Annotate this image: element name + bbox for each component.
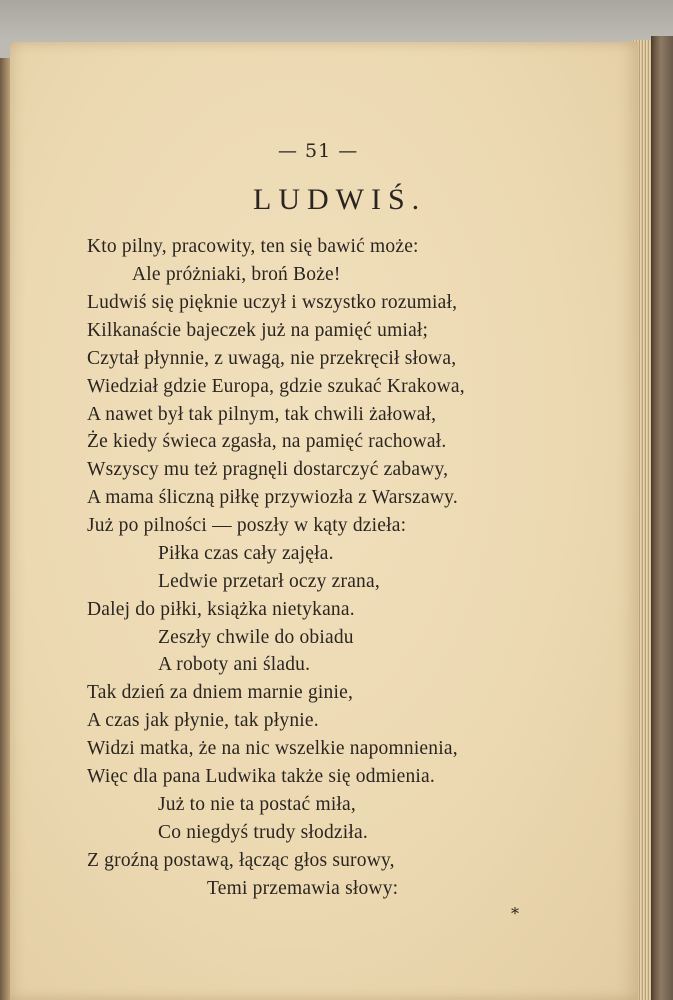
- poem-line: Czytał płynnie, z uwagą, nie przekręcił słowa,: [87, 348, 457, 369]
- page-number: — 51 —: [278, 140, 359, 162]
- poem-line: Ledwie przetarł oczy zrana,: [158, 571, 380, 592]
- poem-line: A nawet był tak pilnym, tak chwili żałował,: [87, 404, 437, 425]
- book-page: [10, 42, 638, 1000]
- book-cover-edge: [651, 36, 673, 1000]
- poem-line: Ludwiś się pięknie uczył i wszystko rozumiał,: [87, 292, 458, 313]
- poem-line: Piłka czas cały zajęła.: [158, 543, 334, 564]
- poem-line: Ale próżniaki, broń Boże!: [132, 264, 341, 285]
- poem-line: Więc dla pana Ludwika także się odmienia.: [87, 766, 435, 787]
- poem-line: Wszyscy mu też pragnęli dostarczyć zabawy,: [87, 459, 449, 480]
- poem-line: Z groźną postawą, łącząc głos surowy,: [87, 850, 395, 871]
- poem-line: Już to nie ta postać miła,: [158, 794, 356, 815]
- poem-line: Kilkanaście bajeczek już na pamięć umiał;: [87, 320, 429, 341]
- asterisk-ornament: *: [511, 904, 519, 923]
- poem-line: Kto pilny, pracowity, ten się bawić może:: [87, 236, 419, 257]
- poem-line: Tak dzień za dniem marnie ginie,: [87, 682, 354, 703]
- poem-line: Że kiedy świeca zgasła, na pamięć rachował.: [87, 431, 447, 452]
- poem-line: Zeszły chwile do obiadu: [158, 627, 354, 648]
- poem-line: Już po pilności — poszły w kąty dzieła:: [87, 515, 407, 536]
- poem-line: Co niegdyś trudy słodziła.: [158, 822, 368, 843]
- poem-line: A roboty ani śladu.: [158, 654, 311, 675]
- poem-line: Widzi matka, że na nic wszelkie napomnienia,: [87, 738, 458, 759]
- poem-title: LUDWIŚ.: [253, 183, 427, 216]
- poem-line: Wiedział gdzie Europa, gdzie szukać Krakowa,: [87, 376, 465, 397]
- poem-line: A czas jak płynie, tak płynie.: [87, 710, 319, 731]
- poem-line: Dalej do piłki, książka nietykana.: [87, 599, 355, 620]
- poem-line: Temi przemawia słowy:: [207, 878, 399, 899]
- poem-line: A mama śliczną piłkę przywiozła z Warszawy.: [87, 487, 458, 508]
